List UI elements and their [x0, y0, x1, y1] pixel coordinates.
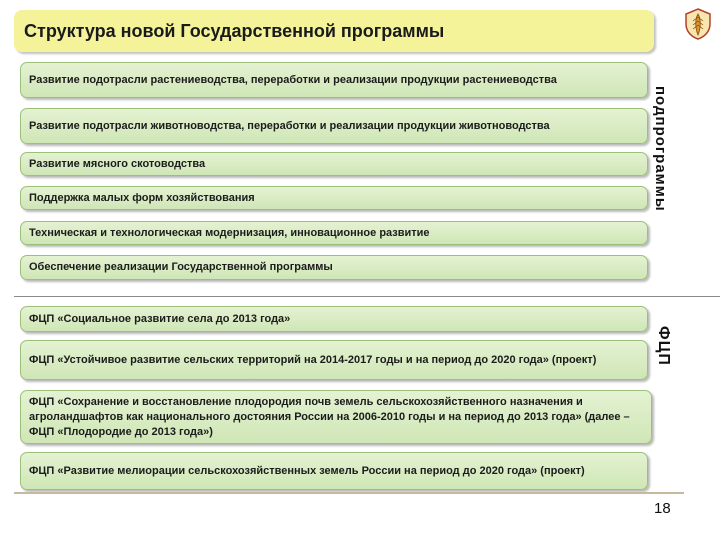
subprogram-label: Развитие подотрасли растениеводства, переработки и реализации продукции растениеводства [29, 73, 557, 86]
subprogram-item [20, 152, 648, 176]
subprogram-item [20, 221, 648, 245]
fcp-item [20, 306, 648, 332]
slide-title: Структура новой Государственной программы [24, 20, 445, 41]
subprogram-item [20, 186, 648, 210]
subprograms-label: подпрограммы [652, 86, 669, 212]
fcp-label: ФЦП «Развитие мелиорации сельскохозяйственных земель России на период до 2020 года» (проект) [29, 464, 585, 477]
subprogram-label: Обеспечение реализации Государственной программы [29, 261, 333, 273]
subprogram-item [20, 62, 648, 98]
fcp-item [20, 340, 648, 380]
title-banner [14, 10, 654, 52]
fcp-item [20, 390, 652, 444]
fcp-label: ФЦП «Устойчивое развитие сельских территорий на 2014-2017 годы и на период до 2020 года» (проект) [29, 353, 597, 366]
footer-divider [14, 492, 684, 494]
subprogram-label: Развитие мясного скотоводства [29, 157, 206, 170]
section-divider [14, 296, 720, 297]
subprogram-item [20, 108, 648, 144]
subprogram-label: Техническая и технологическая модернизация, инновационное развитие [29, 226, 430, 239]
subprogram-item [20, 255, 648, 280]
ministry-emblem-icon [684, 8, 712, 40]
fcp-label-vertical: ФЦП [655, 326, 672, 366]
page-number: 18 [654, 500, 671, 517]
fcp-label: ФЦП «Социальное развитие села до 2013 года» [29, 312, 291, 325]
subprogram-label: Поддержка малых форм хозяйствования [29, 191, 255, 204]
fcp-item [20, 452, 648, 490]
fcp-label: ФЦП «Сохранение и восстановление плодородия почв земель сельскохозяйственного назначения и агроландшафтов как национального достояния России на 2006-2010 годы и на период до 2013 года» (далее – ФЦП «Плодородие до 2013 года») [29, 395, 630, 438]
subprogram-label: Развитие подотрасли животноводства, переработки и реализации продукции животноводства [29, 119, 550, 132]
